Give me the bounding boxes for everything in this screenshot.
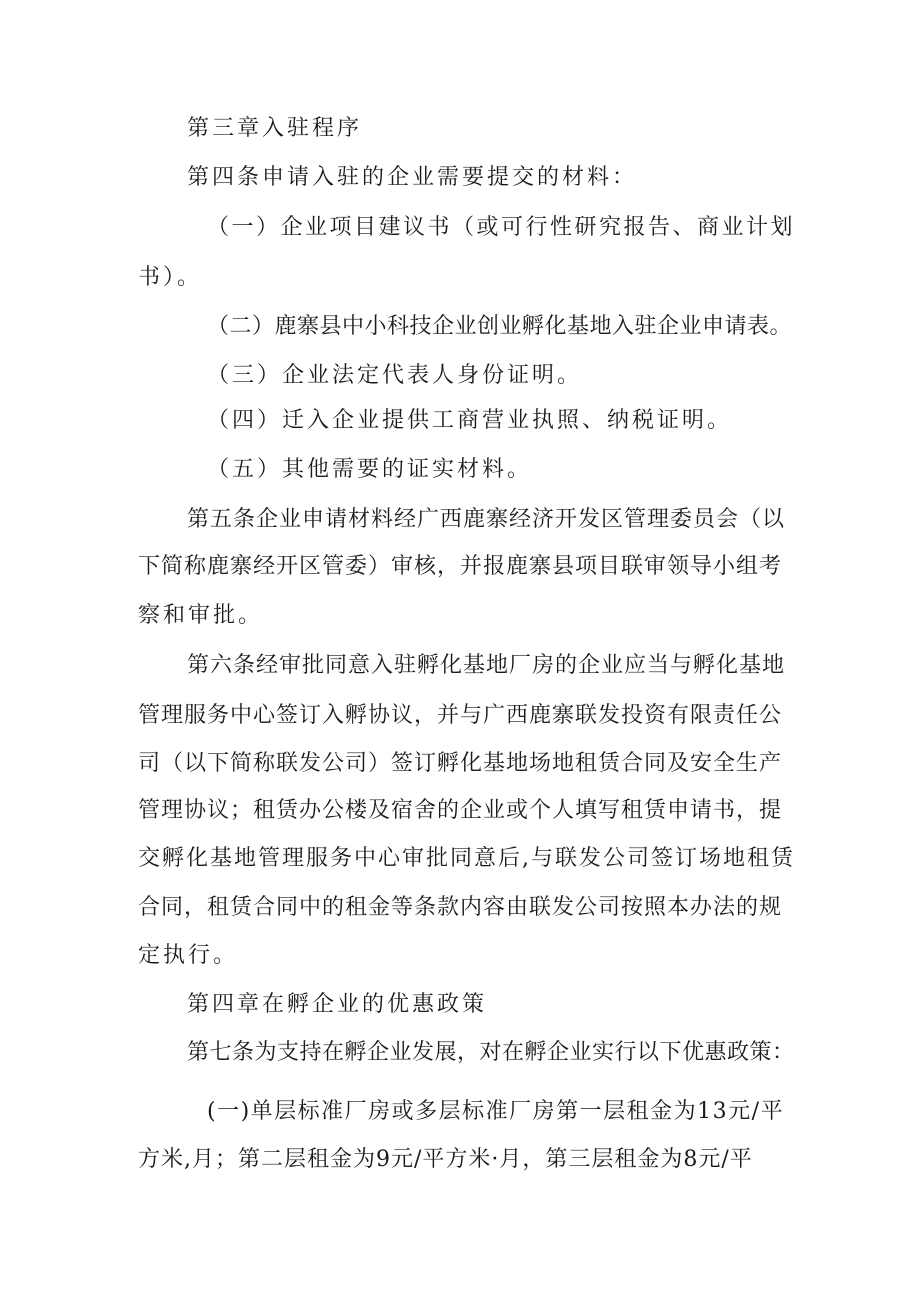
chapter-3-heading: 第三章入驻程序 (187, 116, 363, 141)
article-6-line-6: 合同，租赁合同中的租金等条款内容由联发公司按照本办法的规 (138, 895, 783, 920)
article-6-line-7: 定执行。 (138, 943, 239, 968)
article-6-line-2: 管理服务中心签订入孵协议，并与广西鹿寨联发投资有限责任公 (138, 703, 783, 728)
article-5-line-1: 第五条企业申请材料经广西鹿寨经济开发区管理委员会（以 (187, 507, 786, 532)
article-6-line-3: 司（以下简称联发公司）签订孵化基地场地租赁合同及安全生产 (138, 751, 783, 776)
article-6-line-4: 管理协议；租赁办公楼及宿舍的企业或个人填写租赁申请书，提 (138, 798, 783, 823)
article-6-line-5: 交孵化基地管理服务中心审批同意后,与联发公司签订场地租赁 (138, 846, 795, 871)
article-5-line-2: 下简称鹿寨经开区管委）审核，并报鹿寨县项目联审领导小组考 (138, 554, 783, 579)
article-4-item-2: （二）鹿寨县中小科技企业创业孵化基地入驻企业申请表。 (207, 314, 793, 339)
article-7-text: 第七条为支持在孵企业发展，对在孵企业实行以下优惠政策： (187, 1040, 795, 1065)
article-5-line-3: 察和审批。 (138, 603, 264, 628)
article-7-item-1-line-2: 方米,月；第二层租金为9元/平方米·月，第三层租金为8元/平 (138, 1147, 753, 1172)
article-4-item-1-line-1: （一）企业项目建议书（或可行性研究报告、商业计划 (207, 215, 796, 240)
article-4-text: 第四条申请入驻的企业需要提交的材料： (187, 165, 638, 190)
chapter-4-heading: 第四章在孵企业的优惠政策 (187, 992, 488, 1017)
article-4-item-3: （三）企业法定代表人身份证明。 (207, 363, 583, 388)
article-4-item-5: （五）其他需要的证实材料。 (207, 457, 533, 482)
article-7-item-1-line-1: (一)单层标准厂房或多层标准厂房第一层租金为13元/平 (207, 1099, 785, 1124)
article-4-item-1-line-2: 书）。 (138, 265, 203, 290)
article-4-item-4: （四）迁入企业提供工商营业执照、纳税证明。 (207, 408, 733, 433)
article-6-line-1: 第六条经审批同意入驻孵化基地厂房的企业应当与孵化基地 (187, 653, 786, 678)
